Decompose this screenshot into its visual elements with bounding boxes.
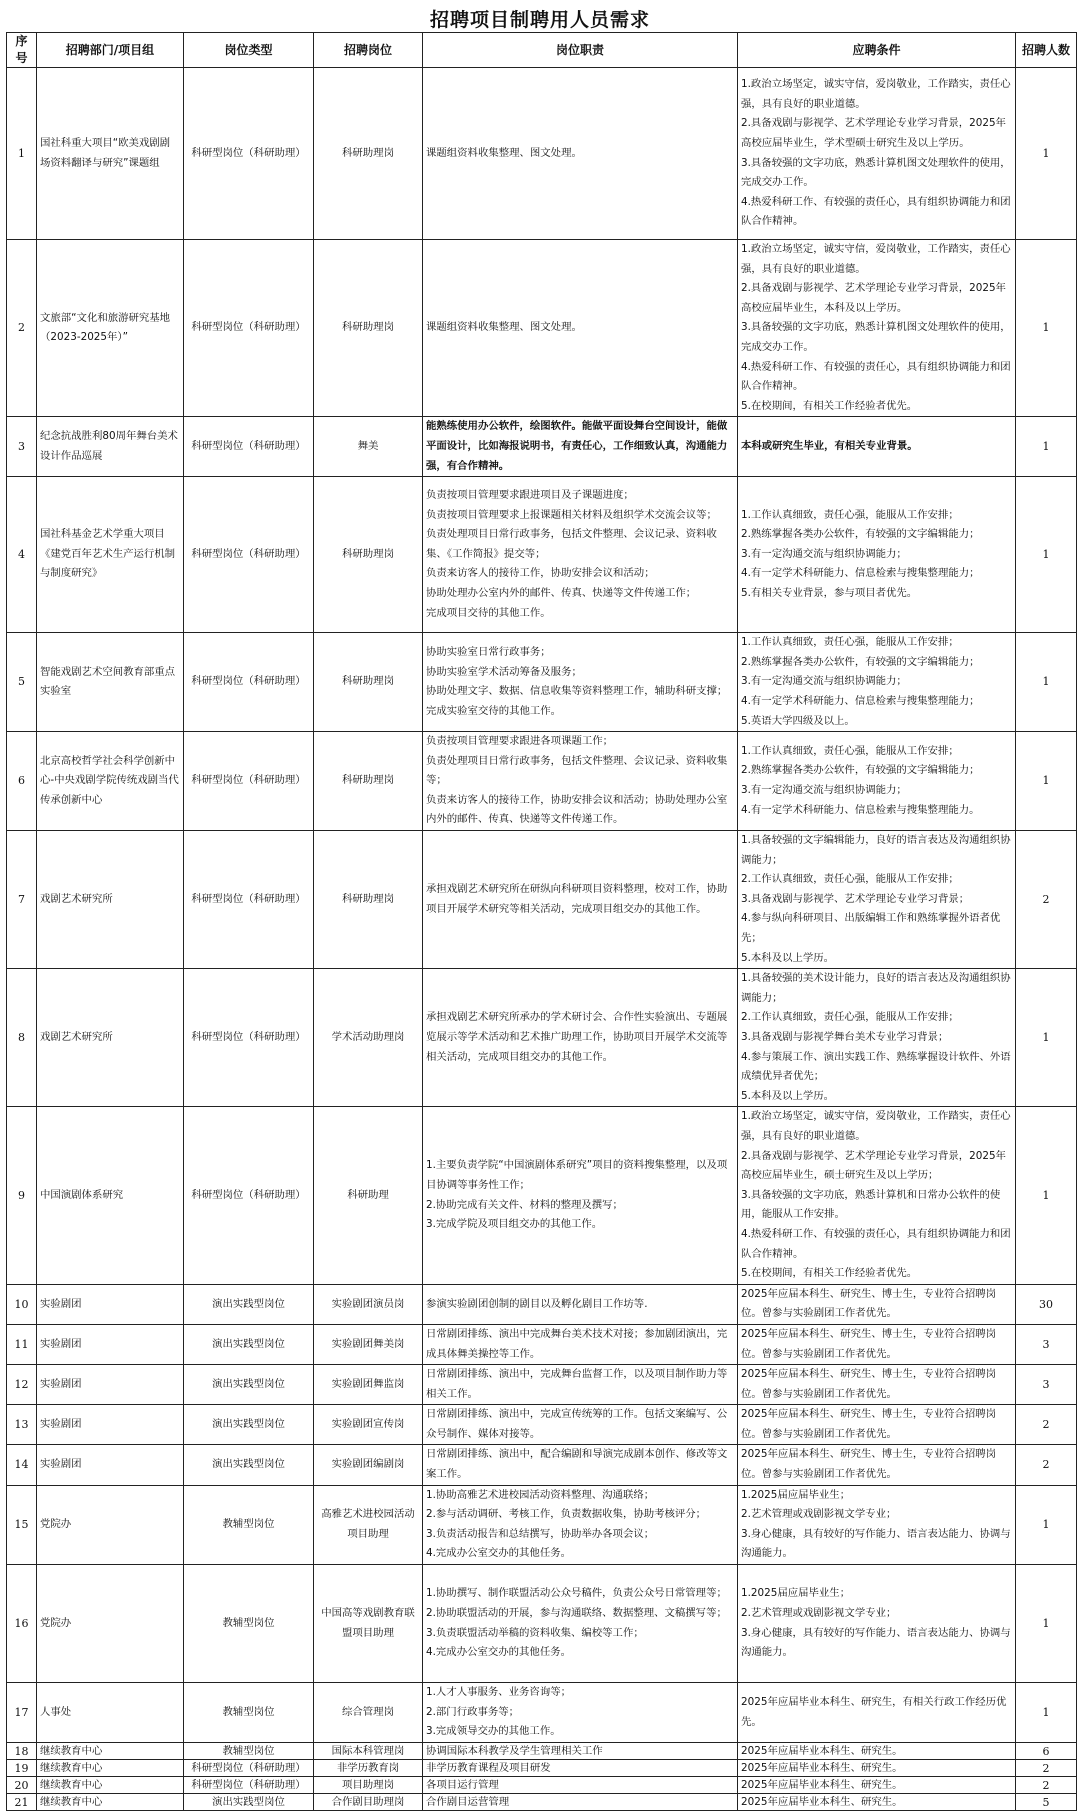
header-count: 招聘人数 [1016, 33, 1077, 68]
cell-req [738, 1284, 1016, 1324]
cell-post: 综合管理岗 [314, 1683, 423, 1743]
table-row [7, 1683, 1077, 1743]
header-dept: 招聘部门/项目组 [37, 33, 184, 68]
cell-req-line: 5.本科及以上学历。 [741, 1089, 835, 1102]
cell-duty-line: 负责处理项目日常行政事务，包括文件整理、会议记录、资料收集等； [426, 754, 728, 787]
cell-no: 10 [7, 1284, 37, 1324]
cell-count: 2 [1016, 1405, 1077, 1445]
table-row [7, 1777, 1077, 1794]
cell-req [738, 1794, 1016, 1811]
cell-req-line: 1.政治立场坚定，诚实守信，爱岗敬业，工作踏实，责任心强，具有良好的职业道德。 [741, 243, 1011, 275]
cell-dept: 国社科基金艺术学重大项目《建党百年艺术生产运行机制与制度研究》 [37, 477, 184, 633]
cell-req-line: 4.参与纵向科研项目、出版编辑工作和熟练掌握外语者优先； [741, 912, 1001, 945]
table-row [7, 240, 1077, 417]
cell-req-line: 2025年应届本科生、研究生、博士生，专业符合招聘岗位。曾参与实验剧团工作者优先。 [741, 1368, 997, 1400]
cell-duty-line: 负责按项目管理要求上报课题相关材料及组织学术交流会议等； [426, 508, 717, 521]
table-row [7, 477, 1077, 633]
cell-post: 合作剧目助理岗 [314, 1794, 423, 1811]
cell-req [738, 1565, 1016, 1683]
table-row [7, 1405, 1077, 1445]
table-row [7, 1743, 1077, 1760]
cell-dept: 继续教育中心 [37, 1777, 184, 1794]
cell-duty-line: 课题组资料收集整理、图文处理。 [426, 321, 582, 334]
cell-type: 演出实践型岗位 [184, 1284, 314, 1324]
cell-duty [423, 68, 738, 240]
header-type: 岗位类型 [184, 33, 314, 68]
cell-type: 教辅型岗位 [184, 1485, 314, 1564]
cell-type: 演出实践型岗位 [184, 1405, 314, 1445]
cell-duty-line: 2.协助完成有关文件、材料的整理及撰写； [426, 1198, 623, 1211]
cell-req-line: 4.热爱科研工作、有较强的责任心，具有组织协调能力和团队合作精神。 [741, 1227, 1011, 1260]
cell-type: 科研型岗位（科研助理） [184, 1760, 314, 1777]
table-row [7, 1485, 1077, 1564]
cell-req [738, 1324, 1016, 1364]
cell-req-line: 5.有相关专业背景，参与项目者优先。 [741, 587, 918, 600]
table-row [7, 417, 1077, 477]
cell-duty-line: 1.协助撰写、制作联盟活动公众号稿件，负责公众号日常管理等； [426, 1587, 727, 1600]
cell-count: 1 [1016, 1565, 1077, 1683]
header-duty: 岗位职责 [423, 33, 738, 68]
cell-req-line: 1.政治立场坚定，诚实守信，爱岗敬业，工作踏实，责任心强，具有良好的职业道德。 [741, 1110, 1011, 1142]
cell-dept: 实验剧团 [37, 1365, 184, 1405]
cell-req-line: 2025年应届本科生、研究生、博士生，专业符合招聘岗位。曾参与实验剧团工作者优先。 [741, 1448, 997, 1481]
cell-req-line: 2025年应届本科生、研究生、博士生，专业符合招聘岗位。曾参与实验剧团工作者优先。 [741, 1287, 997, 1320]
cell-post: 科研助理 [314, 1107, 423, 1284]
cell-req [738, 68, 1016, 240]
cell-req-line: 5.在校期间，有相关工作经验者优先。 [741, 1267, 918, 1280]
cell-req-line: 2.艺术管理或戏剧影视文学专业； [741, 1508, 897, 1521]
cell-post: 学术活动助理岗 [314, 969, 423, 1107]
table-row [7, 1565, 1077, 1683]
cell-dept: 继续教育中心 [37, 1743, 184, 1760]
cell-count: 1 [1016, 417, 1077, 477]
table-row [7, 1445, 1077, 1485]
cell-duty-line: 协调国际本科教学及学生管理相关工作 [426, 1744, 603, 1757]
cell-type: 科研型岗位（科研助理） [184, 633, 314, 732]
cell-post: 科研助理岗 [314, 68, 423, 240]
cell-req-line: 2.熟练掌握各类办公软件，有较强的文字编辑能力； [741, 655, 980, 668]
cell-dept: 文旅部“文化和旅游研究基地（2023-2025年）” [37, 240, 184, 417]
cell-count: 2 [1016, 831, 1077, 969]
cell-duty [423, 417, 738, 477]
cell-req-line: 2025年应届毕业本科生、研究生。 [741, 1795, 903, 1808]
cell-type: 科研型岗位（科研助理） [184, 68, 314, 240]
cell-type: 科研型岗位（科研助理） [184, 732, 314, 831]
cell-req-line: 3.身心健康，具有较好的写作能力、语言表达能力、协调与沟通能力。 [741, 1527, 1011, 1560]
cell-duty [423, 1324, 738, 1364]
cell-req-line: 4.热爱科研工作、有较强的责任心，具有组织协调能力和团队合作精神。 [741, 195, 1011, 228]
cell-req [738, 477, 1016, 633]
cell-type: 演出实践型岗位 [184, 1324, 314, 1364]
table-row [7, 1365, 1077, 1405]
cell-duty-line: 4.完成办公室交办的其他任务。 [426, 1646, 571, 1659]
cell-no: 21 [7, 1794, 37, 1811]
cell-duty [423, 1777, 738, 1794]
cell-req-line: 2.具备戏剧与影视学、艺术学理论专业学习背景，2025年高校应届毕业生，学术型硕士研究生及以上学历。 [741, 117, 1006, 149]
cell-req-line: 4.有一定学术科研能力、信息检索与搜集整理能力； [741, 567, 980, 580]
cell-no: 5 [7, 633, 37, 732]
cell-count: 1 [1016, 1683, 1077, 1743]
cell-duty-line: 负责来访客人的接待工作，协助安排会议和活动；协助处理办公室内外的邮件、传真、快递等文件传递工作。 [426, 793, 728, 826]
cell-count: 3 [1016, 1324, 1077, 1364]
cell-duty [423, 1760, 738, 1777]
cell-req [738, 1777, 1016, 1794]
cell-req-line: 2025年应届毕业本科生、研究生。 [741, 1778, 903, 1791]
table-row [7, 1107, 1077, 1284]
cell-req [738, 1365, 1016, 1405]
cell-dept: 人事处 [37, 1683, 184, 1743]
cell-count: 5 [1016, 1794, 1077, 1811]
cell-req-line: 1.工作认真细致，责任心强，能服从工作安排； [741, 508, 959, 521]
cell-req-line: 2.熟练掌握各类办公软件，有较强的文字编辑能力； [741, 764, 980, 777]
table-row [7, 633, 1077, 732]
cell-duty-line: 4.完成办公室交办的其他任务。 [426, 1547, 571, 1560]
cell-type: 演出实践型岗位 [184, 1445, 314, 1485]
cell-duty-line: 1.主要负责学院“中国演剧体系研究”项目的资料搜集整理，以及项目协调等事务性工作； [426, 1159, 728, 1191]
table-header-row [7, 33, 1077, 68]
cell-duty-line: 负责按项目管理要求跟进各项课题工作； [426, 735, 614, 748]
cell-no: 2 [7, 240, 37, 417]
cell-duty-line: 2.参与活动调研、考核工作，负责数据收集，协助考核评分； [426, 1508, 707, 1521]
recruitment-table [6, 32, 1077, 1811]
cell-duty [423, 1683, 738, 1743]
cell-req [738, 1683, 1016, 1743]
cell-duty [423, 831, 738, 969]
cell-duty-line: 能熟练使用办公软件，绘图软件。能做平面设舞台空间设计，能做平面设计，比如海报说明书，有责任心，工作细致认真，沟通能力强，有合作精神。 [426, 420, 728, 472]
cell-duty [423, 1794, 738, 1811]
table-row [7, 1794, 1077, 1811]
cell-req-line: 3.具备戏剧与影视学、艺术学理论专业学习背景； [741, 892, 970, 905]
cell-count: 1 [1016, 477, 1077, 633]
table-row [7, 68, 1077, 240]
cell-post: 项目助理岗 [314, 1777, 423, 1794]
cell-duty [423, 1485, 738, 1564]
cell-duty [423, 1565, 738, 1683]
cell-post: 科研助理岗 [314, 732, 423, 831]
cell-count: 6 [1016, 1743, 1077, 1760]
cell-no: 4 [7, 477, 37, 633]
cell-req-line: 1.2025届应届毕业生； [741, 1488, 851, 1501]
cell-req [738, 969, 1016, 1107]
cell-duty-line: 完成实验室交待的其他工作。 [426, 704, 562, 717]
cell-type: 教辅型岗位 [184, 1565, 314, 1683]
cell-duty-line: 协助处理办公室内外的邮件、传真、快递等文件传递工作； [426, 587, 697, 600]
cell-req-line: 2.熟练掌握各类办公软件，有较强的文字编辑能力； [741, 528, 980, 541]
cell-req-line: 3.具备较强的文字功底，熟悉计算机图文处理软件的使用，完成交办工作。 [741, 321, 1011, 353]
cell-req-line: 3.有一定沟通交流与组织协调能力； [741, 547, 907, 560]
cell-req-line: 2.艺术管理或戏剧影视文学专业； [741, 1606, 897, 1619]
table-row [7, 1760, 1077, 1777]
cell-duty-line: 参演实验剧团创制的剧目以及孵化剧目工作坊等. [426, 1297, 648, 1310]
cell-duty [423, 732, 738, 831]
cell-count: 2 [1016, 1777, 1077, 1794]
cell-duty-line: 3.完成学院及项目组交办的其他工作。 [426, 1218, 603, 1231]
cell-post: 中国高等戏剧教育联盟项目助理 [314, 1565, 423, 1683]
cell-count: 1 [1016, 1485, 1077, 1564]
table-row [7, 1284, 1077, 1324]
cell-req-line: 4.热爱科研工作、有较强的责任心，具有组织协调能力和团队合作精神。 [741, 360, 1011, 393]
cell-req-line: 1.工作认真细致，责任心强，能服从工作安排； [741, 744, 959, 757]
cell-no: 1 [7, 68, 37, 240]
cell-no: 16 [7, 1565, 37, 1683]
cell-post: 非学历教育岗 [314, 1760, 423, 1777]
cell-no: 7 [7, 831, 37, 969]
cell-duty-line: 承担戏剧艺术研究所在研纵向科研项目资料整理，校对工作，协助项目开展学术研究等相关活动，完成项目组交办的其他工作。 [426, 883, 728, 915]
cell-dept: 北京高校哲学社会科学创新中心-中央戏剧学院传统戏剧当代传承创新中心 [37, 732, 184, 831]
cell-type: 科研型岗位（科研助理） [184, 1777, 314, 1794]
cell-duty [423, 477, 738, 633]
cell-req [738, 1445, 1016, 1485]
cell-post: 舞美 [314, 417, 423, 477]
page-title: 招聘项目制聘用人员需求 [429, 9, 650, 31]
cell-post: 科研助理岗 [314, 240, 423, 417]
cell-req [738, 1107, 1016, 1284]
cell-duty [423, 1743, 738, 1760]
cell-req [738, 633, 1016, 732]
cell-req-line: 3.有一定沟通交流与组织协调能力； [741, 675, 907, 688]
cell-req [738, 831, 1016, 969]
table-row [7, 969, 1077, 1107]
cell-req-line: 1.工作认真细致，责任心强，能服从工作安排； [741, 636, 959, 649]
cell-duty-line: 1.协助高雅艺术进校园活动资料整理、沟通联络； [426, 1488, 655, 1501]
cell-dept: 实验剧团 [37, 1324, 184, 1364]
cell-req [738, 1760, 1016, 1777]
cell-count: 3 [1016, 1365, 1077, 1405]
cell-post: 实验剧团演员岗 [314, 1284, 423, 1324]
cell-duty [423, 1284, 738, 1324]
cell-no: 13 [7, 1405, 37, 1445]
cell-req-line: 1.具备较强的文字编辑能力，良好的语言表达及沟通组织协调能力； [741, 834, 1011, 866]
table-row [7, 732, 1077, 831]
cell-duty [423, 240, 738, 417]
cell-req-line: 4.有一定学术科研能力、信息检索与搜集整理能力； [741, 694, 980, 707]
cell-dept: 戏剧艺术研究所 [37, 831, 184, 969]
cell-post: 科研助理岗 [314, 477, 423, 633]
cell-no: 15 [7, 1485, 37, 1564]
cell-no: 18 [7, 1743, 37, 1760]
cell-duty-line: 协助实验室学术活动筹备及服务； [426, 665, 582, 678]
cell-duty [423, 1445, 738, 1485]
cell-post: 科研助理岗 [314, 831, 423, 969]
cell-dept: 国社科重大项目“欧美戏剧剧场资料翻译与研究”课题组 [37, 68, 184, 240]
cell-req-line: 2.具备戏剧与影视学、艺术学理论专业学习背景，2025年高校应届毕业生，硕士研究生及以上学历； [741, 1149, 1006, 1182]
cell-req-line: 3.具备戏剧与影视学舞台美术专业学习背景； [741, 1031, 949, 1043]
cell-req-line: 3.身心健康，具有较好的写作能力、语言表达能力、协调与沟通能力。 [741, 1626, 1011, 1659]
cell-type: 科研型岗位（科研助理） [184, 477, 314, 633]
cell-duty-line: 1.人才人事服务、业务咨询等； [426, 1686, 571, 1699]
cell-dept: 继续教育中心 [37, 1794, 184, 1811]
cell-req-line: 1.具备较强的美术设计能力，良好的语言表达及沟通组织协调能力； [741, 972, 1011, 1004]
cell-duty-line: 3.负责活动报告和总结撰写，协助举办各项会议； [426, 1527, 655, 1540]
cell-count: 1 [1016, 240, 1077, 417]
cell-req [738, 732, 1016, 831]
cell-req-line: 3.有一定沟通交流与组织协调能力； [741, 784, 907, 797]
cell-duty-line: 日常剧团排练、演出中完成舞台美术技术对接；参加剧团演出，完成具体舞美操控等工作。 [426, 1327, 728, 1360]
cell-req-line: 1.政治立场坚定，诚实守信，爱岗敬业，工作踏实，责任心强，具有良好的职业道德。 [741, 78, 1011, 110]
cell-post: 实验剧团编剧岗 [314, 1445, 423, 1485]
cell-no: 12 [7, 1365, 37, 1405]
cell-type: 科研型岗位（科研助理） [184, 417, 314, 477]
cell-duty-line: 完成项目交待的其他工作。 [426, 606, 551, 619]
cell-duty-line: 各项目运行管理 [426, 1778, 499, 1791]
cell-dept: 纪念抗战胜利80周年舞台美术设计作品巡展 [37, 417, 184, 477]
cell-duty-line: 负责按项目管理要求跟进项目及子课题进度； [426, 489, 634, 502]
cell-count: 2 [1016, 1445, 1077, 1485]
cell-duty [423, 1107, 738, 1284]
cell-req-line: 5.在校期间，有相关工作经验者优先。 [741, 399, 918, 412]
cell-no: 9 [7, 1107, 37, 1284]
cell-type: 科研型岗位（科研助理） [184, 1107, 314, 1284]
cell-no: 19 [7, 1760, 37, 1777]
cell-req [738, 240, 1016, 417]
cell-duty-line: 日常剧团排练、演出中，配合编剧和导演完成剧本创作、修改等文案工作。 [426, 1448, 728, 1481]
cell-duty-line: 课题组资料收集整理、图文处理。 [426, 146, 582, 159]
cell-duty-line: 3.负责联盟活动举稿的资料收集、编校等工作； [426, 1626, 644, 1639]
cell-type: 教辅型岗位 [184, 1683, 314, 1743]
cell-duty-line: 合作剧目运营管理 [426, 1795, 510, 1808]
cell-duty [423, 1405, 738, 1445]
cell-req [738, 1485, 1016, 1564]
cell-count: 1 [1016, 732, 1077, 831]
cell-req-line: 3.具备较强的文字功底，熟悉计算机图文处理软件的使用，完成交办工作。 [741, 156, 1011, 189]
header-no: 序号 [7, 33, 37, 68]
cell-type: 科研型岗位（科研助理） [184, 240, 314, 417]
cell-duty-line: 非学历教育课程及项目研发 [426, 1761, 551, 1774]
cell-duty-line: 承担戏剧艺术研究所承办的学术研讨会、合作性实验演出、专题展览展示等学术活动和艺术推广助理工作，协助项目开展学术交流等相关活动，完成项目组交办的其他工作。 [426, 1011, 728, 1063]
header-req: 应聘条件 [738, 33, 1016, 68]
cell-no: 6 [7, 732, 37, 831]
cell-duty-line: 负责处理项目日常行政事务，包括文件整理、会议记录、资料收集、《工作简报》提交等； [426, 528, 717, 560]
cell-dept: 实验剧团 [37, 1405, 184, 1445]
cell-duty-line: 2.协助联盟活动的开展，参与沟通联络、数据整理、文稿撰写等； [426, 1606, 727, 1619]
cell-dept: 中国演剧体系研究 [37, 1107, 184, 1284]
cell-req-line: 本科或研究生毕业，有相关专业背景。 [741, 439, 918, 452]
cell-count: 1 [1016, 633, 1077, 732]
cell-duty [423, 1365, 738, 1405]
cell-dept: 党院办 [37, 1485, 184, 1564]
cell-count: 1 [1016, 969, 1077, 1107]
cell-req-line: 2025年应届毕业本科生、研究生。 [741, 1761, 903, 1774]
cell-type: 演出实践型岗位 [184, 1794, 314, 1811]
cell-req-line: 5.本科及以上学历。 [741, 951, 835, 964]
table-row [7, 1324, 1077, 1364]
cell-no: 14 [7, 1445, 37, 1485]
cell-type: 科研型岗位（科研助理） [184, 969, 314, 1107]
cell-no: 17 [7, 1683, 37, 1743]
cell-req-line: 3.具备较强的文字功底，熟悉计算机和日常办公软件的使用，能服从工作安排。 [741, 1188, 1001, 1221]
cell-req-line: 2.工作认真细致，责任心强，能服从工作安排； [741, 1011, 959, 1024]
cell-dept: 继续教育中心 [37, 1760, 184, 1777]
cell-post: 实验剧团舞监岗 [314, 1365, 423, 1405]
cell-dept: 党院办 [37, 1565, 184, 1683]
cell-post: 科研助理岗 [314, 633, 423, 732]
cell-req-line: 2.工作认真细致，责任心强，能服从工作安排； [741, 873, 959, 886]
cell-post: 高雅艺术进校园活动项目助理 [314, 1485, 423, 1564]
cell-req-line: 2.具备戏剧与影视学、艺术学理论专业学习背景，2025年高校应届毕业生，本科及以上学历。 [741, 282, 1006, 314]
cell-count: 1 [1016, 1107, 1077, 1284]
cell-duty-line: 2.部门行政事务等； [426, 1705, 520, 1718]
cell-post: 实验剧团宣传岗 [314, 1405, 423, 1445]
cell-req-line: 5.英语大学四级及以上。 [741, 714, 855, 727]
cell-req-line: 4.有一定学术科研能力、信息检索与搜集整理能力。 [741, 803, 980, 816]
cell-type: 演出实践型岗位 [184, 1365, 314, 1405]
cell-type: 教辅型岗位 [184, 1743, 314, 1760]
cell-req-line: 4.参与策展工作、演出实践工作、熟练掌握设计软件、外语成绩优异者优先； [741, 1050, 1011, 1083]
cell-type: 科研型岗位（科研助理） [184, 831, 314, 969]
cell-count: 1 [1016, 68, 1077, 240]
cell-no: 3 [7, 417, 37, 477]
cell-duty-line: 负责来访客人的接待工作，协助安排会议和活动； [426, 567, 655, 580]
cell-req-line: 1.2025届应届毕业生； [741, 1587, 851, 1600]
cell-req-line: 2025年应届本科生、研究生、博士生，专业符合招聘岗位。曾参与实验剧团工作者优先。 [741, 1408, 997, 1440]
cell-no: 8 [7, 969, 37, 1107]
cell-post: 国际本科管理岗 [314, 1743, 423, 1760]
cell-duty [423, 633, 738, 732]
cell-req [738, 1743, 1016, 1760]
cell-duty-line: 日常剧团排练、演出中，完成宣传统筹的工作。包括文案编写、公众号制作、媒体对接等。 [426, 1408, 728, 1440]
cell-dept: 戏剧艺术研究所 [37, 969, 184, 1107]
cell-post: 实验剧团舞美岗 [314, 1324, 423, 1364]
cell-duty-line: 日常剧团排练、演出中，完成舞台监督工作，以及项目制作助力等相关工作。 [426, 1368, 728, 1400]
cell-req [738, 417, 1016, 477]
cell-req [738, 1405, 1016, 1445]
cell-duty-line: 协助处理文字、数据、信息收集等资料整理工作，辅助科研支撑； [426, 685, 728, 698]
cell-no: 11 [7, 1324, 37, 1364]
cell-req-line: 2025年应届本科生、研究生、博士生，专业符合招聘岗位。曾参与实验剧团工作者优先。 [741, 1327, 997, 1360]
cell-count: 2 [1016, 1760, 1077, 1777]
cell-req-line: 2025年应届毕业本科生、研究生。 [741, 1744, 903, 1757]
cell-no: 20 [7, 1777, 37, 1794]
cell-dept: 智能戏剧艺术空间教育部重点实验室 [37, 633, 184, 732]
cell-dept: 实验剧团 [37, 1284, 184, 1324]
cell-duty [423, 969, 738, 1107]
cell-duty-line: 协助实验室日常行政事务； [426, 645, 551, 658]
header-post: 招聘岗位 [314, 33, 423, 68]
cell-duty-line: 3.完成领导交办的其他工作。 [426, 1725, 561, 1738]
cell-req-line: 2025年应届毕业本科生、研究生，有相关行政工作经历优先。 [741, 1695, 1007, 1728]
table-row [7, 831, 1077, 969]
cell-dept: 实验剧团 [37, 1445, 184, 1485]
cell-count: 30 [1016, 1284, 1077, 1324]
